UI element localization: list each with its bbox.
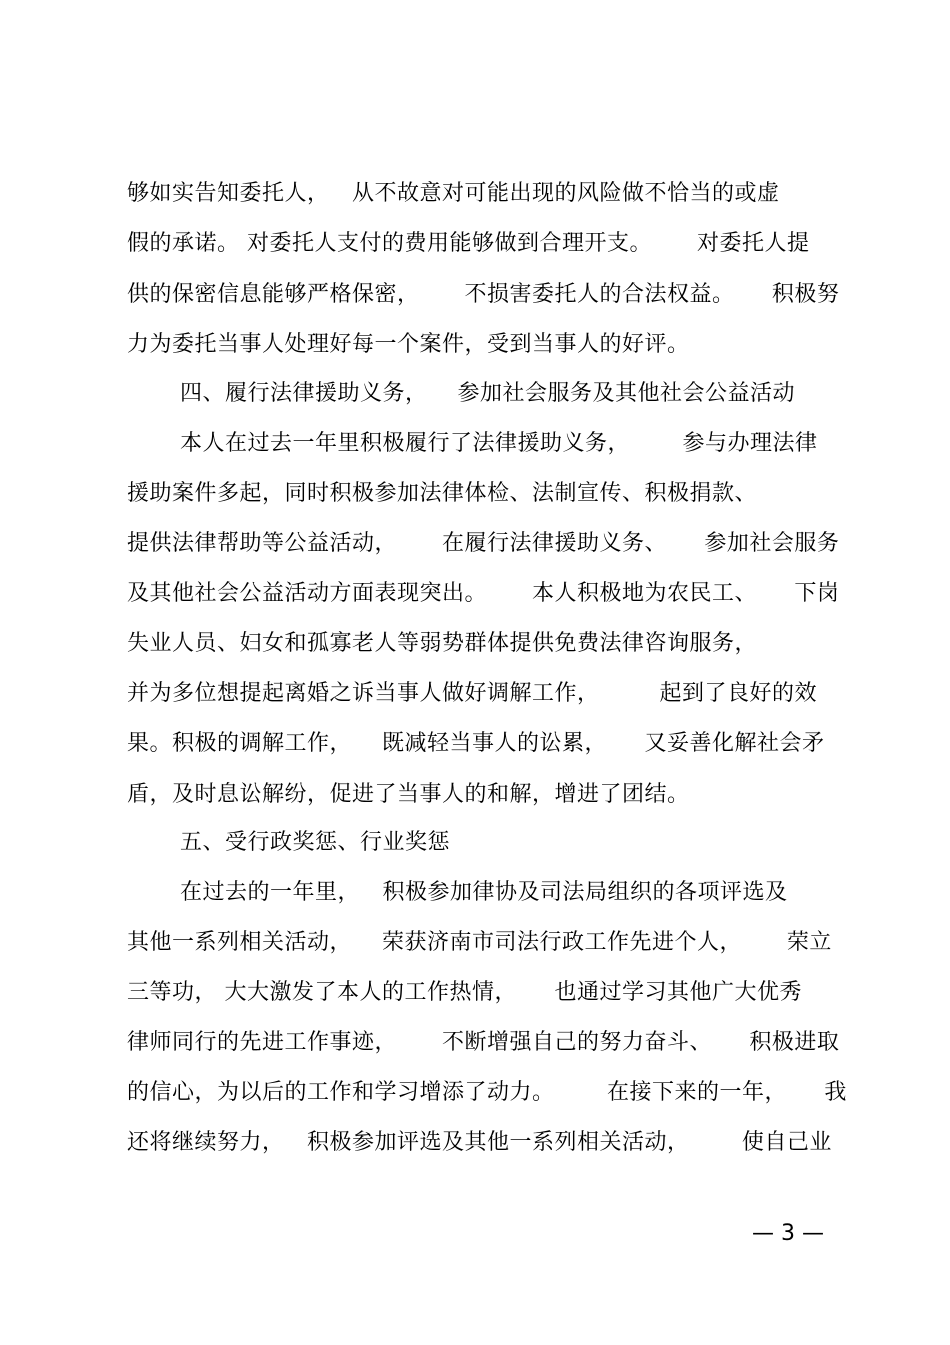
body-line: 果。积极的调解工作， 既减轻当事人的讼累， 又妥善化解社会矛	[127, 731, 825, 756]
body-line: 还将继续努力， 积极参加评选及其他一系列相关活动， 使自己业	[127, 1130, 832, 1155]
body-line: 其他一系列相关活动， 荣获济南市司法行政工作先进个人， 荣立	[127, 930, 832, 955]
body-line: 本人在过去一年里积极履行了法律援助义务， 参与办理法律	[180, 431, 818, 456]
body-line: 援助案件多起，同时积极参加法律体检、法制宣传、积极捐款、	[127, 481, 758, 506]
body-line: 够如实告知委托人， 从不故意对可能出现的风险做不恰当的或虚	[127, 181, 780, 206]
body-line: 假的承诺。 对委托人支付的费用能够做到合理开支。 对委托人提	[127, 231, 810, 256]
body-line: 供的保密信息能够严格保密， 不损害委托人的合法权益。 积极努	[127, 282, 840, 307]
body-line: 提供法律帮助等公益活动， 在履行法律援助义务、 参加社会服务	[127, 531, 840, 556]
body-line: 及其他社会公益活动方面表现突出。 本人积极地为农民工、 下岗	[127, 581, 840, 606]
body-line: 失业人员、妇女和孤寡老人等弱势群体提供免费法律咨询服务，	[127, 631, 758, 656]
body-line: 在过去的一年里， 积极参加律协及司法局组织的各项评选及	[180, 880, 788, 905]
page-number: — 3 —	[752, 1221, 824, 1246]
body-line: 并为多位想提起离婚之诉当事人做好调解工作， 起到了良好的效	[127, 681, 817, 706]
body-line: 三等功， 大大激发了本人的工作热情， 也通过学习其他广大优秀	[127, 980, 802, 1005]
body-line: 力为委托当事人处理好每一个案件，受到当事人的好评。	[127, 332, 690, 357]
section-heading: 五、受行政奖惩、行业奖惩	[180, 830, 451, 855]
body-line: 律师同行的先进工作事迹， 不断增强自己的努力奋斗、 积极进取	[127, 1030, 840, 1055]
body-line: 盾，及时息讼解纷，促进了当事人的和解，增进了团结。	[127, 782, 690, 807]
body-line: 的信心，为以后的工作和学习增添了动力。 在接下来的一年， 我	[127, 1080, 847, 1105]
section-heading: 四、履行法律援助义务， 参加社会服务及其他社会公益活动	[180, 381, 795, 406]
